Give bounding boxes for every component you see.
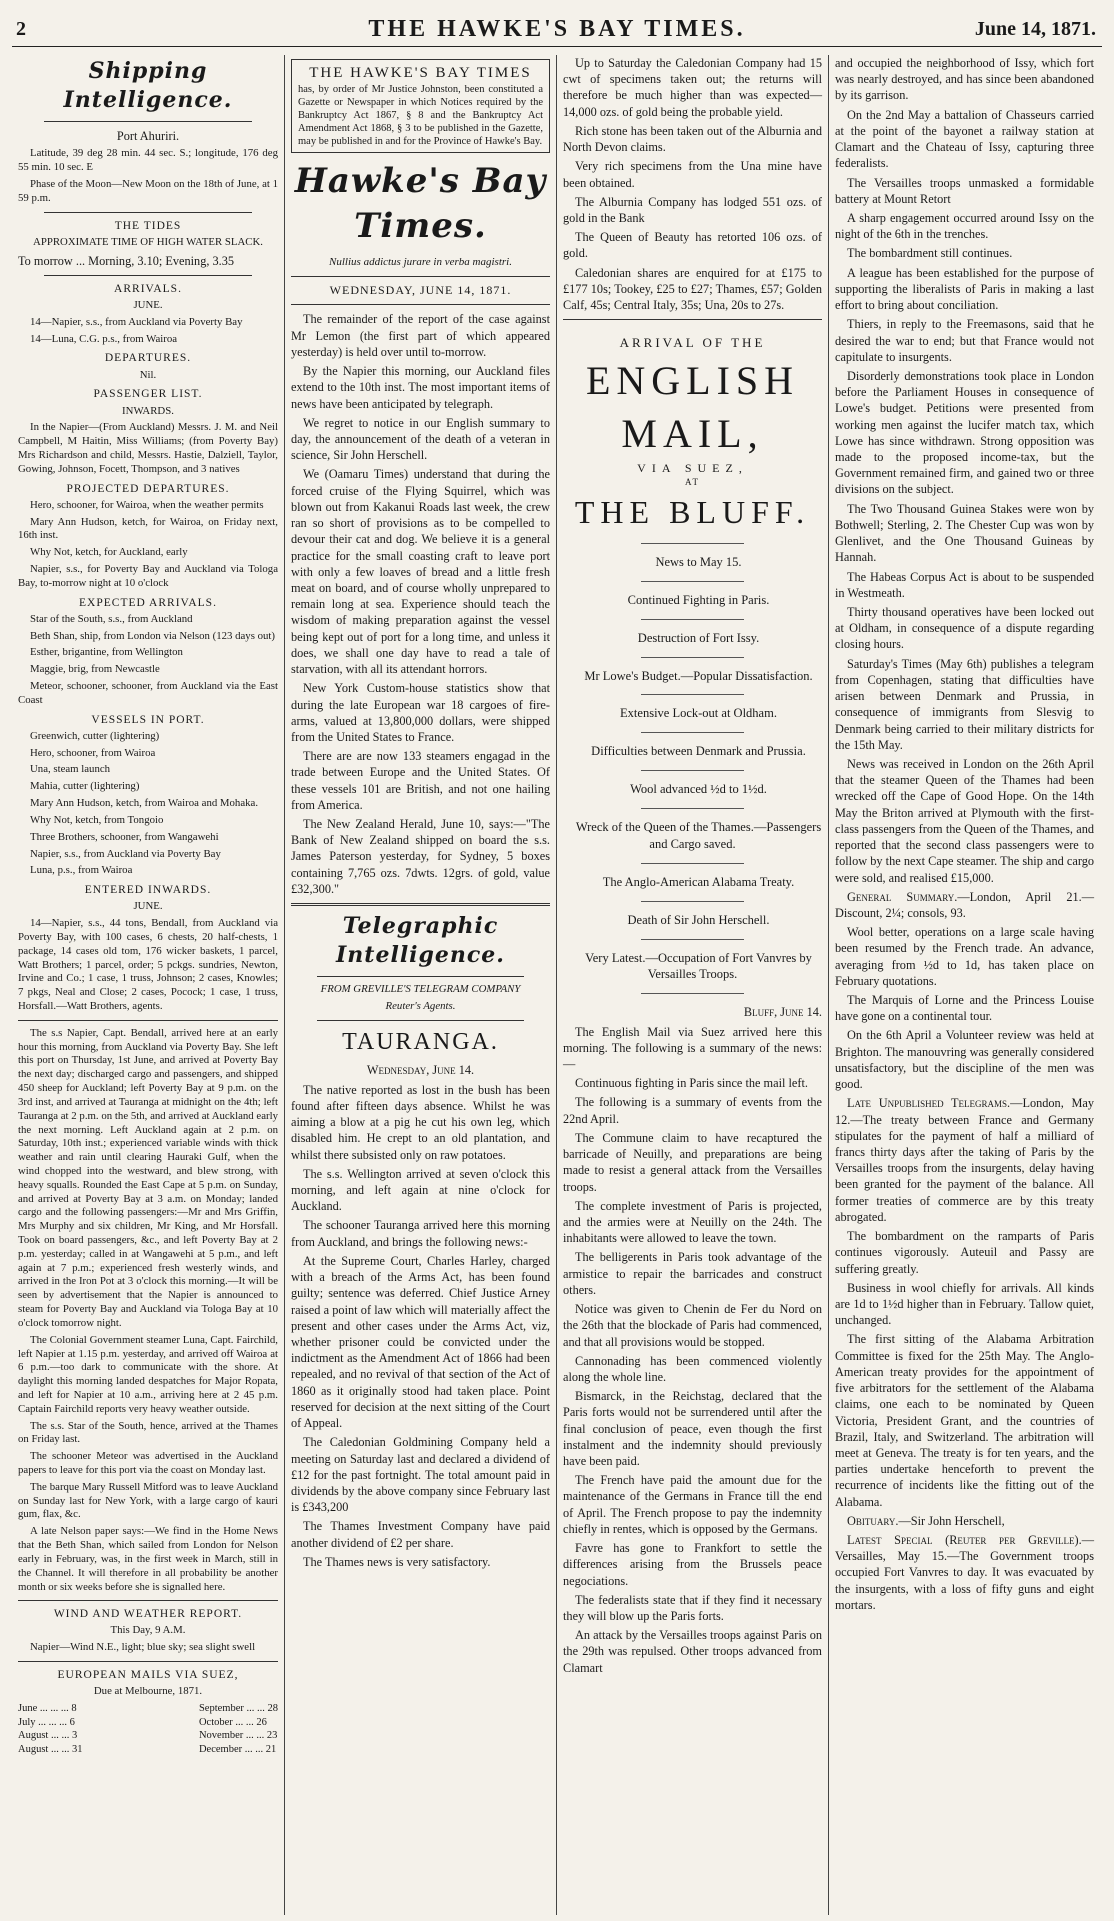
via-suez: VIA SUEZ, <box>637 461 748 476</box>
divider <box>641 993 745 994</box>
divider <box>18 1661 278 1662</box>
issue-date: June 14, 1871. <box>974 18 1096 40</box>
shipping-heading: Shipping Intelligence. <box>63 58 233 114</box>
column-editorial <box>284 55 556 1915</box>
projected-item: Why Not, ketch, for Auckland, early <box>30 546 188 559</box>
headline: Extensive Lock-out at Oldham. <box>620 706 777 721</box>
column-shipping <box>12 55 284 1915</box>
projected-title: PROJECTED DEPARTURES. <box>66 482 230 495</box>
telegram-source: FROM GREVILLE'S TELEGRAM COMPANY <box>320 983 521 996</box>
mail-date: November ... ... 23 <box>198 1730 278 1742</box>
obituary-label: Obituary. <box>847 1513 899 1528</box>
divider <box>641 939 745 940</box>
shipping-news-para: The barque Mary Russell Mitford was to leave Auckland on Sunday last for New York, with a large cargo of kauri gum, flax, &c. <box>18 1480 278 1521</box>
vessel-item: Why Not, ketch, from Tongoio <box>30 813 164 826</box>
shipping-news-para: The schooner Meteor was advertised in the Auckland papers to leave for this port via the coast on Monday last. <box>18 1450 278 1476</box>
news-para: The first sitting of the Alabama Arbitration Committee is fixed for the 25th May. The Anglo-American treaty provides for the appointment of five arbitrators for the settlement of the Alabama claims, one each to be nominated by Queen Victoria, President Grant, and the countries of Brazil, Italy, and Switzerland. The arbitration will meet at Geneva. The treaty is for ten years, and the parties undertake henceforth to prevent the recurrence of incidents like the fitting out of the Alabama. <box>835 1332 1094 1509</box>
divider <box>641 901 745 902</box>
editorial-para: The New Zealand Herald, June 10, says:—"The Bank of New Zealand shipped on board the s.s. James Paterson yesterday, for Sydney, 5 boxes containing 7,765 ozs. 7dwts. 12grs. of gold, value £32,300." <box>291 817 550 896</box>
mail-para: Cannonading has been commenced violently along the whole line. <box>563 1353 822 1384</box>
arrival-item: 14—Napier, s.s., from Auckland via Poverty Bay <box>30 315 243 328</box>
tauranga-heading: TAURANGA. <box>342 1028 499 1055</box>
notice-title: THE HAWKE'S BAY TIMES <box>309 65 532 81</box>
shipping-news-para: The s.s Napier, Capt. Bendall, arrived here at an early hour this morning, from Auckland via Poverty Bay. She left this port on Thursday, 1st June, and arrived at Poverty Bay the next day; discharged cargo and passengers, and shipped 450 sheep for Auckland; left Poverty Bay at 9 p.m. on the 3rd inst, and arrived at Tauranga at midnight on the 4th; left Tauranga at 2 p.m. on the 5th, and arrived at Auckland early the next morning. Left Auckland again at 2 p.m. on Saturday, 10th inst.; experienced variable winds with thick weather and rain until clearing Hauraki Gulf, when the wind chopped into the westward, and blew strong, with heavy squalls. Rounded the East Cape at 5 p.m. on Sunday, and arrived at Poverty Bay at 3 a.m. on Monday; landed cargo and the following passengers:—Mr and Mrs Griffin, Mrs Murphy and six children, Mr King, and Mr Horsfall. Took on board passengers, &c., and left Poverty Bay at 2 p.m. yesterday; called in at Wangawehi at 5 p.m., and left again at 7 p.m.; experienced fresh westerly winds, and arrived in the Iron Pot at 3 o'clock this morning.—It will be seen by advertisement that the Napier is announced to steam for Poverty Bay and Auckland via Tologa Bay at 10 o'clock tomorrow night. <box>18 1026 278 1329</box>
mails-table <box>18 1702 278 1757</box>
arrival-of-the: ARRIVAL OF THE <box>619 335 766 351</box>
mail-para: An attack by the Versailles troops against Paris on the 29th was repulsed. Other troops advanced from Clamart <box>563 1628 822 1675</box>
page-masthead <box>12 10 1102 47</box>
expected-item: Esther, brigantine, from Wellington <box>30 646 183 659</box>
editorial-dateline: WEDNESDAY, JUNE 14, 1871. <box>329 282 512 297</box>
editorial-para: The remainder of the report of the case against Mr Lemon (the first part of which appeared yesterday) is held over until to-morrow. <box>291 312 550 359</box>
column-english-mail <box>556 55 828 1915</box>
expected-item: Maggie, brig, from Newcastle <box>30 663 160 676</box>
mails-right <box>199 1702 278 1757</box>
entered-text: 14—Napier, s.s., 44 tons, Bendall, from Auckland via Poverty Bay, with 100 cases, 6 chests, 20 half-chests, 1 package, 14 cases old tom, 176 wicker baskets, 1 parcel, Watt Brothers; 1 parcel, order; 5 pckgs. sundries, Newton, Irvine and Co.; 1 case, 1 truss, Johnson; 2 cases, Knowles; 7 pkgs, Neal and Close; 2 cases, Pocock; 1 case, 1 truss, Horsfall.—Watt Brothers, agents. <box>18 917 278 1012</box>
tauranga-para: The Caledonian Goldmining Company held a meeting on Saturday last and declared a dividend of £12 for the past fortnight. The total amount paid in dividends by the above company since February last is £343,200 <box>291 1435 550 1515</box>
mail-para: Bismarck, in the Reichstag, declared that the Paris forts would not be surrendered until after the final conclusion of peace, even though the first instalment and the indemnity should previously have been paid. <box>563 1389 822 1469</box>
projected-item: Hero, schooner, for Wairoa, when the weather permits <box>30 498 264 511</box>
tides-subtitle: APPROXIMATE TIME OF HIGH WATER SLACK. <box>33 235 263 248</box>
page-number: 2 <box>16 18 26 40</box>
news-para: The Habeas Corpus Act is about to be suspended in Westmeath. <box>835 569 1094 600</box>
projected-item: Napier, s.s., for Poverty Bay and Auckland via Tologa Bay, to-morrow night at 10 o'clock <box>18 562 278 589</box>
mail-para: The belligerents in Paris took advantage of the armistice to repair the barricades and construct others. <box>563 1250 822 1297</box>
divider <box>641 657 745 658</box>
headline: Very Latest.—Occupation of Fort Vanvres by Versailles Troops. <box>585 950 812 982</box>
news-para: A sharp engagement occurred around Issy on the night of the 6th in the trenches. <box>835 210 1094 242</box>
news-para: The bombardment on the ramparts of Paris continues vigorously. Auteuil and Passy are suffering greatly. <box>835 1229 1094 1276</box>
headline: Wool advanced ½d to 1½d. <box>630 782 767 797</box>
divider <box>317 976 524 977</box>
news-para: A league has been established for the purpose of supporting the liberalists of Paris in making a last effort to bring about conciliation. <box>835 265 1094 313</box>
shipping-news-para: A late Nelson paper says:—We find in the Home News that the Beth Shan, which sailed from London for Nelson early in February, was, in the first week in March, still in the Channel. It will therefore in all probability be another month or six weeks before she is signalled here. <box>18 1525 278 1593</box>
headline: The Anglo-American Alabama Treaty. <box>602 874 795 889</box>
headline: Death of Sir John Herschell. <box>627 912 770 927</box>
divider <box>641 694 745 695</box>
departures-title: DEPARTURES. <box>104 352 192 365</box>
mining-para: The Alburnia Company has lodged 551 ozs. of gold in the Bank <box>563 194 822 225</box>
tauranga-para: The schooner Tauranga arrived here this morning from Auckland, and brings the following news:- <box>291 1218 550 1249</box>
vessel-item: Mahia, cutter (lightering) <box>30 780 140 793</box>
tauranga-para: At the Supreme Court, Charles Harley, charged with a breach of the Arms Act, has been found guilty; sentence was deferred. Chief Justice Arney raised a point of law which will materially affect the present and other cases under the Arms Act, viz, whether prisoner could be convicted under the indictment as the Amendment Act of 1866 had been repealed, and no revival of that section of the Act of 1860 as it originally stood had taken place. Point reserved for decision at the next sitting of the Court of Appeal. <box>291 1253 550 1431</box>
news-para: The bombardment still continues. <box>847 246 1013 261</box>
mails-subtitle: Due at Melbourne, 1871. <box>93 1685 203 1698</box>
divider <box>641 581 745 582</box>
expected-item: Star of the South, s.s., from Auckland <box>30 612 193 625</box>
divider <box>641 863 745 864</box>
passenger-list-title: PASSENGER LIST. <box>93 388 203 401</box>
telegram-agents: Reuter's Agents. <box>385 1000 456 1012</box>
late-telegrams-label: Late Unpublished Telegrams. <box>847 1096 1011 1111</box>
latitude-line: Latitude, 39 deg 28 min. 44 sec. S.; longitude, 176 deg 55 min. 10 sec. E <box>18 147 278 174</box>
divider <box>563 319 822 320</box>
obituary <box>835 1513 1094 1529</box>
mail-para: Notice was given to Chenin de Fer du Nord on the 26th that the blockade of Paris had commenced, and that all provisions would be stopped. <box>563 1302 822 1349</box>
divider <box>18 1020 278 1021</box>
news-para: The Marquis of Lorne and the Princess Louise have gone on a continental tour. <box>835 993 1094 1024</box>
motto: Nullius addictus jurare in verba magistri. <box>329 256 512 269</box>
passenger-text: In the Napier—(From Auckland) Messrs. J. M. and Neil Campbell, M Haitin, Miss Williams; (from Poverty Bay) Mrs Richardson and child, Messrs. Hastie, Dalziell, Taylor, Gowing, Johnson, Focett, Thompson, and 3 natives <box>18 421 278 475</box>
gazette-notice <box>291 59 550 153</box>
the-bluff-heading: THE BLUFF. <box>574 493 811 530</box>
entered-month: JUNE. <box>133 900 163 913</box>
headline: Destruction of Fort Issy. <box>637 630 760 645</box>
divider <box>44 121 252 122</box>
news-para: Disorderly demonstrations took place in London before the Parliament Houses in consequence of Lowe's budget. Petitions were presented from working men against the lucifer match tax, which Lowe has since withdrawn. Strong opposition was made to the proposed income-tax, but the Government remained firm, and gained two or three divisions on the subject. <box>835 368 1094 497</box>
news-para: Wool better, operations on a large scale having been resumed by the French trade. An advance, averaging from ½d to 1d, has taken place on February quotations. <box>835 925 1094 988</box>
mail-para: The following is a summary of events from the 22nd April. <box>563 1095 822 1126</box>
mail-date: July ... ... ... 6 <box>18 1716 75 1728</box>
vessel-item: Hero, schooner, from Wairoa <box>30 746 156 759</box>
headline: Difficulties between Denmark and Prussia. <box>591 744 806 759</box>
divider <box>641 543 745 544</box>
mail-date: October ... ... 26 <box>198 1716 267 1728</box>
bluff-date: Bluff, June 14. <box>743 1005 822 1020</box>
vessel-item: Luna, p.s., from Wairoa <box>30 864 133 877</box>
english-mail-heading: ENGLISH MAIL, <box>585 358 800 457</box>
divider <box>641 619 745 620</box>
notice-text: has, by order of Mr Justice Johnston, been constituted a Gazette or Newspaper in which Notices required by the Bankruptcy Act 1867, § 8 and the Bankruptcy Act Amendment Act 1868, § 3 to be published in the Gazette, may be published in and for the Province of Hawke's Bay. <box>298 83 543 148</box>
vessel-item: Una, steam launch <box>30 763 111 776</box>
tauranga-para: The native reported as lost in the bush has been found after fifteen days absence. Whilst he was aiming a blow at a pig he cut his own leg, which disabled him. He crept to an old plantation, and whilst there subsisted only on raw potatoes. <box>291 1082 550 1162</box>
divider <box>291 276 550 277</box>
mail-para: Favre has gone to Frankfort to settle the differences arising from the Brussels peace negociations. <box>563 1541 822 1588</box>
divider <box>641 808 745 809</box>
tauranga-date: Wednesday, June 14. <box>366 1063 475 1078</box>
headline: News to May 15. <box>655 554 742 569</box>
mails-left <box>18 1702 82 1757</box>
vessel-item: Greenwich, cutter (lightering) <box>30 729 160 742</box>
headline: Wreck of the Queen of the Thames.—Passengers and Cargo saved. <box>575 820 822 851</box>
vessel-item: Mary Ann Hudson, ketch, from Wairoa and Mohaka. <box>30 797 259 810</box>
weather-title: WIND AND WEATHER REPORT. <box>53 1608 243 1621</box>
editorial-para: We (Oamaru Times) understand that during the forced cruise of the Flying Squirrel, which was blown out from Kakanui Roads last week, the crew ran so short of provisions as to be compelled to devour their cat and dog. We believe it is a general practice for the small coasting craft to leave port with only a few loaves of bread and a little fresh meat on board, and of course wholly unprepared to remain long at sea. Experience should teach the wisdom of making preparation against the vessel being kept out of port for a long time, and unless it does, we shall one day have to read a tale of starvation, with all its attendant horrors. <box>291 467 550 677</box>
shipping-news-para: The s.s. Star of the South, hence, arrived at the Thames on Friday last. <box>18 1419 278 1446</box>
departures-value: Nil. <box>139 368 157 381</box>
weather-subtitle: This Day, 9 A.M. <box>110 1624 186 1637</box>
newspaper-title: THE HAWKE'S BAY TIMES. <box>368 16 746 42</box>
mining-para: The Queen of Beauty has retorted 106 ozs. of gold. <box>563 230 822 261</box>
mining-para: Rich stone has been taken out of the Alburnia and North Devon claims. <box>563 123 822 155</box>
port-name: Port Ahuriri. <box>116 129 180 144</box>
mining-para: Up to Saturday the Caledonian Company had 15 cwt of specimens taken out; the returns will therefore be much higher than was expected—14,000 ozs. of gold being the probable yield. <box>563 56 822 119</box>
mail-para: The complete investment of Paris is projected, and the armies were at Neuilly on the 24th. The inhabitants were allowed to leave the town. <box>563 1198 822 1246</box>
obituary-text: —Sir John Herschell, <box>898 1513 1005 1528</box>
divider <box>291 304 550 305</box>
mail-date: August ... ... 31 <box>18 1744 83 1756</box>
mails-title: EUROPEAN MAILS VIA SUEZ, <box>57 1669 239 1682</box>
mining-para: Caledonian shares are enquired for at £175 to £177 10s; Tookey, £25 to £27; Thames, £57; Golden Calf, 45s; Central Italy, 35s; Una, 20s to 27s. <box>563 265 822 313</box>
divider <box>641 770 745 771</box>
mail-para: The Commune claim to have recaptured the barricade of Neuilly, and preparations are being made to resist a general attack from the Versailles troops. <box>563 1130 822 1194</box>
tauranga-para: The Thames news is very satisfactory. <box>303 1554 491 1569</box>
headline: Continued Fighting in Paris. <box>627 592 770 607</box>
tauranga-para: The Thames Investment Company have paid another dividend of £2 per share. <box>291 1519 550 1550</box>
at-label: AT <box>685 476 700 487</box>
mining-para: Very rich specimens from the Una mine have been obtained. <box>563 159 822 190</box>
news-para: and occupied the neighborhood of Issy, which fort was nearly destroyed, and has since been abandoned by its garrison. <box>835 56 1094 103</box>
weather-text: Napier—Wind N.E., light; blue sky; sea slight swell <box>30 1641 256 1654</box>
news-para: Business in wool chiefly for arrivals. All kinds are 1d to 1½d higher than in February. Tallow quiet, unchanged. <box>835 1280 1094 1328</box>
mail-para: The French have paid the amount due for the maintenance of the Germans in France till the end of April. The French propose to pay the indemnity chiefly in rentes, which is opposed by the Germans. <box>563 1473 822 1536</box>
general-summary <box>835 889 1094 921</box>
telegraphic-heading: Telegraphic Intelligence. <box>336 913 505 969</box>
editorial-para: New York Custom-house statistics show that during the late European war 18 cargoes of fire-arms, valued at 13,800,000 dollars, were shipped from the United States to France. <box>291 681 550 744</box>
divider <box>641 732 745 733</box>
latest-special-text: —Versailles, May 15.—The Government troops occupied Fort Vanvres to day. It was evacuated by the insurgents, with a loss of fifty guns and eight mortars. <box>835 1533 1094 1612</box>
news-para: On the 6th April a Volunteer review was held at Brighton. The manouvring was generally considered unsatisfactory, but the discipline of the men was good. <box>835 1028 1094 1092</box>
mail-para: The English Mail via Suez arrived here this morning. The following is a summary of the news:— <box>563 1024 822 1071</box>
news-para: Saturday's Times (May 6th) publishes a telegram from Copenhagen, stating that difficulties have arisen between Denmark and Prussia, in consequence of immigrants from Slesvig to Denmark being carried to their military districts for the 15th May. <box>835 656 1094 752</box>
mail-date: August ... ... 3 <box>18 1730 78 1742</box>
news-para: Thirty thousand operatives have been locked out at Oldham, in consequence of a dispute regarding closing hours. <box>835 605 1094 652</box>
editorial-para: We regret to notice in our English summary to day, the announcement of the death of a veteran in science, Sir John Herschell. <box>291 415 550 463</box>
editorial-para: By the Napier this morning, our Auckland files extend to the 10th inst. The most important items of news have been anticipated by telegraph. <box>291 364 550 411</box>
divider <box>44 212 252 213</box>
news-para: News was received in London on the 26th April that the steamer Queen of the Thames had been wrecked off the Cape of Good Hope. On the 14th May the Briton arrived at Plymouth with the first-class passengers from the Queen of the Thames, and reported that the second class passengers were to follow by the next Cape steamer. The ship and cargo were sold, and realised £15,000. <box>835 756 1094 885</box>
tauranga-para: The s.s. Wellington arrived at seven o'clock this morning, and left again at nine o'clock for Auckland. <box>291 1166 550 1214</box>
headline: Mr Lowe's Budget.—Popular Dissatisfaction. <box>584 668 813 683</box>
passenger-subtitle: INWARDS. <box>122 404 174 417</box>
arrivals-month: JUNE. <box>133 298 163 311</box>
news-para: On the 2nd May a battalion of Chasseurs carried at the point of the bayonet a railway station at Clamart and the Chateau of Issy, capturing three federalists. <box>835 107 1094 171</box>
tides-title: THE TIDES <box>114 219 182 232</box>
columns <box>12 55 1102 1915</box>
mail-date: December ... ... 21 <box>198 1744 277 1756</box>
column-news-continued <box>828 55 1100 1915</box>
vessels-title: VESSELS IN PORT. <box>91 713 205 726</box>
mail-para: The federalists state that if they find it necessary they will blow up the Paris forts. <box>563 1592 822 1623</box>
editorial-masthead: Hawke's Bay Times. <box>294 161 547 247</box>
news-para: The Two Thousand Guinea Stakes were won by Bothwell; Sterling, 2. The Chester Cup was won by Glenlivet, and the One Thousand Guineas by Hannah. <box>835 501 1094 565</box>
mail-date: September ... ... 28 <box>198 1703 278 1715</box>
entered-title: ENTERED INWARDS. <box>84 884 212 897</box>
latest-special-label: Latest Special (Reuter per Greville). <box>847 1533 1082 1548</box>
general-summary-text: —London, April 21.—Discount, 2¼; consols, 93. <box>835 889 1094 920</box>
expected-item: Beth Shan, ship, from London via Nelson (123 days out) <box>30 629 276 642</box>
expected-title: EXPECTED ARRIVALS. <box>79 596 217 609</box>
divider <box>44 275 252 276</box>
vessel-item: Napier, s.s., from Auckland via Poverty Bay <box>30 847 221 860</box>
projected-item: Mary Ann Hudson, ketch, for Wairoa, on Friday next, 16th inst. <box>18 515 278 542</box>
shipping-news-para: The Colonial Government steamer Luna, Capt. Fairchild, left Napier at 1.15 p.m. yesterday, and arrived off Wairoa at 6 p.m.—too dark to communicate with the shore. At daylight this morning landed despatches for Major Ropata, and left for Napier at 10 a.m., arriving here at 2 45 p.m. Captain Fairchild reports very heavy weather outside. <box>18 1333 278 1415</box>
mail-para: Continuous fighting in Paris since the mail left. <box>575 1076 808 1091</box>
arrival-item: 14—Luna, C.G. p.s., from Wairoa <box>30 332 178 345</box>
vessel-item: Three Brothers, schooner, from Wangawehi <box>30 830 219 843</box>
divider <box>18 1600 278 1601</box>
news-para: The Versailles troops unmasked a formidable battery at Mount Retort <box>835 175 1094 206</box>
divider <box>291 903 550 906</box>
mail-date: June ... ... ... 8 <box>18 1703 77 1715</box>
expected-item: Meteor, schooner, schooner, from Auckland via the East Coast <box>18 680 278 706</box>
late-telegrams <box>835 1095 1094 1225</box>
latest-special <box>835 1532 1094 1613</box>
editorial-para: There are are now 133 steamers engagad in the trade between Europe and the United States. Of these vessels 101 are British, and not one hailing from America. <box>291 749 550 812</box>
arrivals-title: ARRIVALS. <box>114 282 182 295</box>
tides-line: To morrow ... Morning, 3.10; Evening, 3.35 <box>18 253 235 268</box>
general-summary-label: General Summary. <box>847 889 958 904</box>
divider <box>317 1020 524 1021</box>
moon-phase: Phase of the Moon—New Moon on the 18th of June, at 1 59 p.m. <box>18 177 278 204</box>
late-telegrams-text: —London, May 12.—The treaty between France and Germany stipulates for the payment of half a milliard of francs thirty days after the taking of Paris by the Versailles troops from the insurgents, delay having been granted for the payment of the balance. All former treaties of commerce are by this treaty abrogated. <box>835 1096 1094 1224</box>
news-para: Thiers, in reply to the Freemasons, said that he desired the war to end; but that France would not capitulate to insurgents. <box>835 317 1094 364</box>
